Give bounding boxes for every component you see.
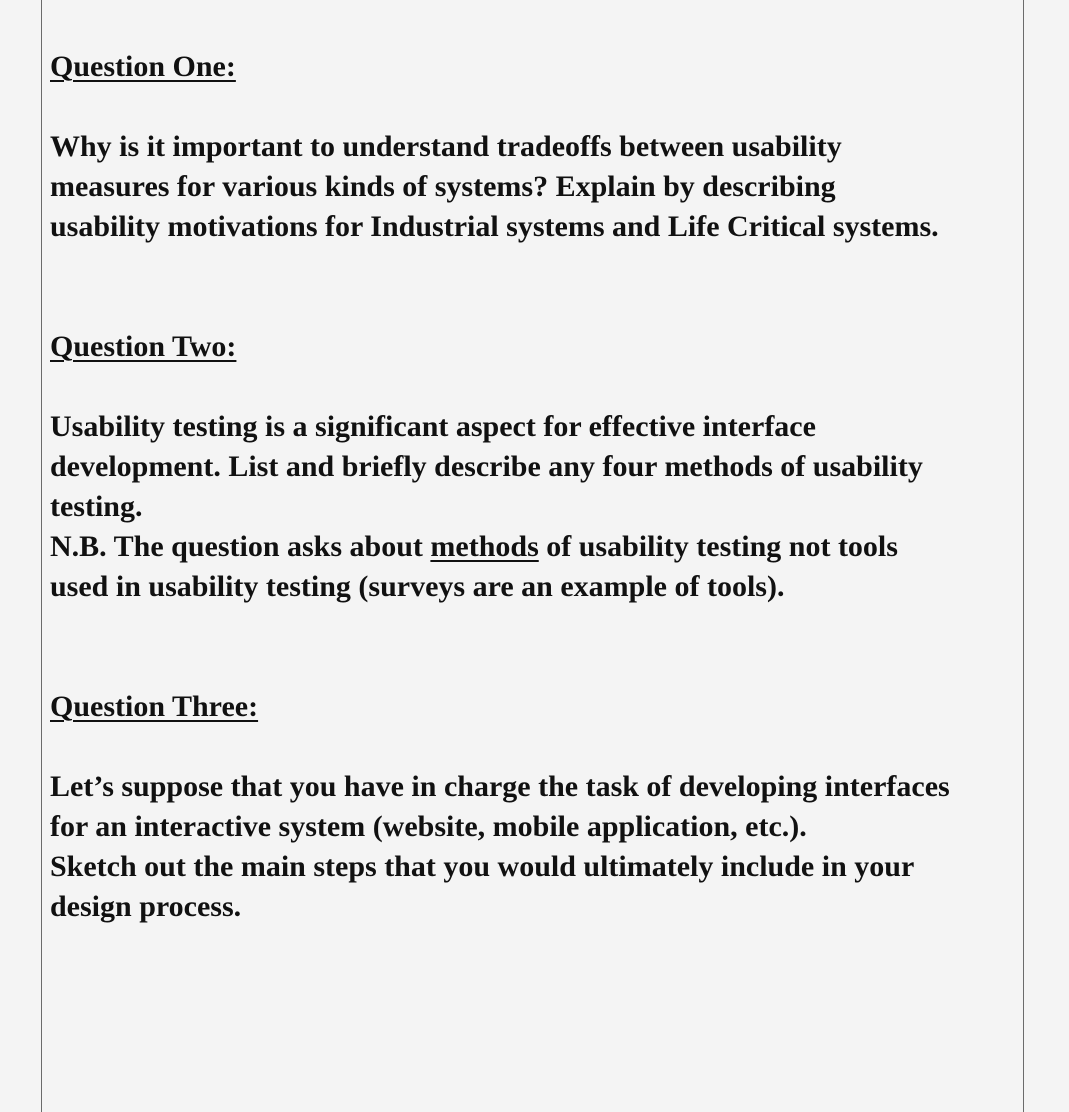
question-two-note-line: [50, 527, 898, 567]
note-text-after: of usability testing not tools: [538, 530, 898, 563]
question-one-text-line: usability motivations for Industrial systems and Life Critical systems.: [50, 210, 939, 243]
question-two-text-line: development. List and briefly describe any four methods of usability: [50, 450, 923, 483]
question-three-text-line: Let’s suppose that you have in charge the task of developing interfaces: [50, 770, 950, 803]
question-one-text-line: measures for various kinds of systems? Explain by describing: [50, 170, 836, 203]
question-one-heading: Question One:: [50, 50, 236, 83]
note-emphasis-methods: methods: [430, 530, 539, 563]
question-three-text-line: for an interactive system (website, mobile application, etc.).: [50, 810, 807, 843]
question-two-text-line: testing.: [50, 490, 143, 523]
question-three-text-line: design process.: [50, 890, 242, 923]
question-three-heading: Question Three:: [50, 690, 259, 723]
question-one-text-line: Why is it important to understand tradeoffs between usability: [50, 130, 842, 163]
question-two-text-line: Usability testing is a significant aspect for effective interface: [50, 410, 816, 443]
note-text-before: N.B. The question asks about: [50, 530, 431, 563]
question-three-text-line: Sketch out the main steps that you would ultimately include in your: [50, 850, 915, 883]
question-two-note-line: used in usability testing (surveys are an example of tools).: [50, 570, 785, 603]
question-two-heading: Question Two:: [50, 330, 237, 363]
